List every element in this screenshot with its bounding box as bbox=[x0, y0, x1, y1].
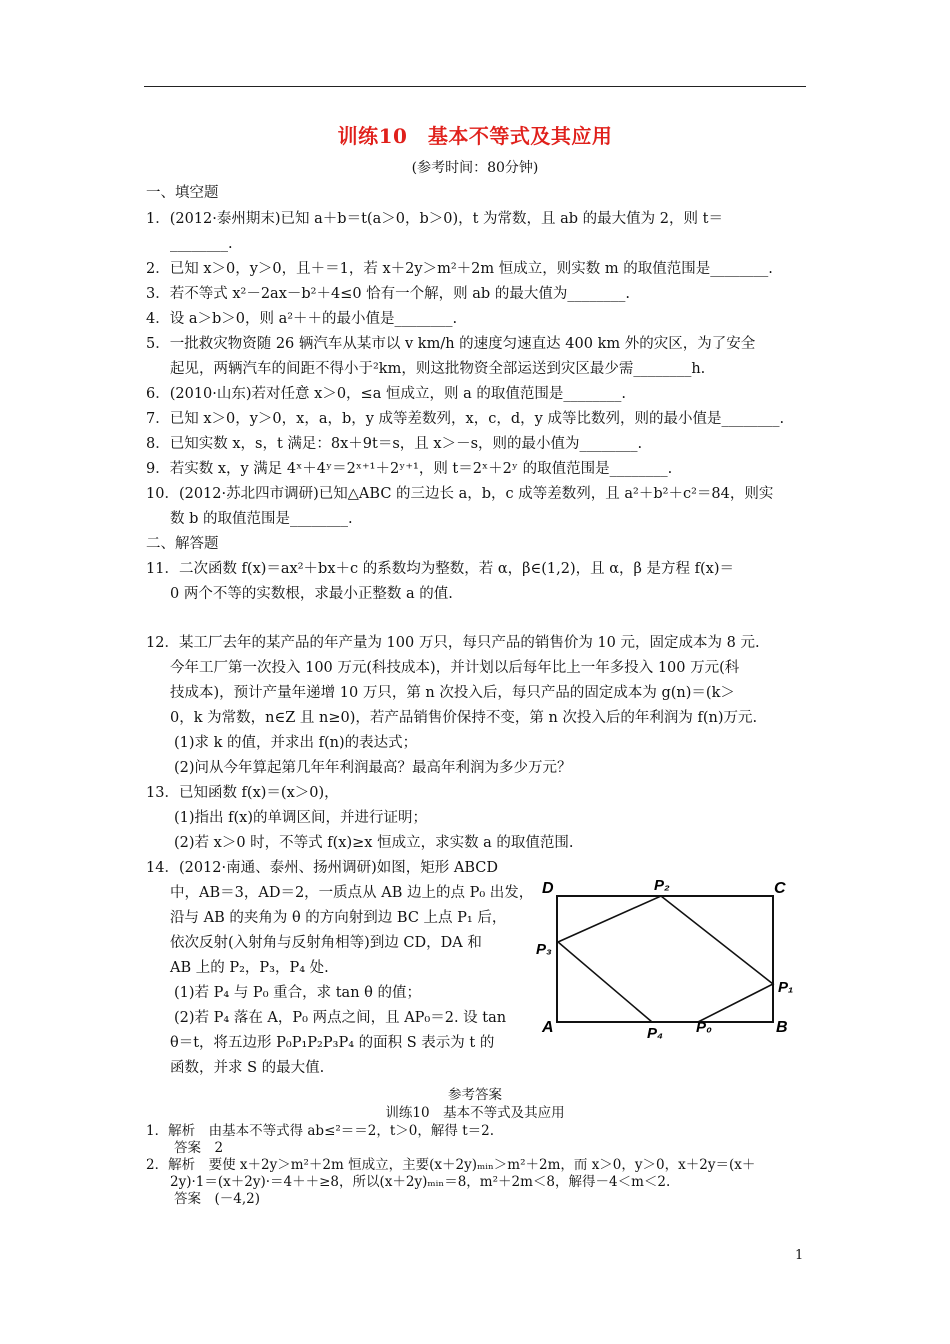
problem-9: 9．若实数 x，y 满足 4ˣ＋4ʸ＝2ˣ⁺¹＋2ʸ⁺¹，则 t＝2ˣ＋2ʸ 的取值范围是________. bbox=[146, 461, 673, 477]
problem-3: 3．若不等式 x²－2ax－b²＋4≤0 恰有一个解，则 ab 的最大值为________. bbox=[146, 286, 630, 302]
label-C: C bbox=[774, 880, 786, 897]
section-fill-blank: 一、填空题 bbox=[146, 185, 219, 201]
problem-14-part-2-cont: θ＝t，将五边形 P₀P₁P₂P₃P₄ 的面积 S 表示为 t 的 bbox=[170, 1035, 495, 1051]
problem-4: 4．设 a＞b＞0，则 a²＋＋的最小值是________. bbox=[146, 311, 458, 327]
problem-5: 5．一批救灾物资随 26 辆汽车从某市以 v km/h 的速度匀速直达 400 km 外的灾区，为了安全 bbox=[146, 336, 756, 352]
answer-2-analysis: 2．解析 要使 x＋2y＞m²＋2m 恒成立，主要(x＋2y)ₘᵢₙ＞m²＋2m，而 x＞0，y＞0，x＋2y＝(x＋ bbox=[146, 1157, 756, 1173]
problem-14-cont-4: AB 上的 P₂，P₃，P₄ 处. bbox=[170, 960, 329, 976]
section-solutions: 二、解答题 bbox=[146, 536, 219, 552]
problem-12: 12．某工厂去年的某产品的年产量为 100 万只，每只产品的销售价为 10 元，固定成本为 8 元. bbox=[146, 635, 760, 651]
problem-13: 13．已知函数 f(x)＝(x＞0)， bbox=[146, 785, 339, 801]
label-P4: P₄ bbox=[647, 1025, 664, 1042]
answer-2-result: 答案 (－4,2) bbox=[174, 1191, 261, 1207]
answer-2-analysis-cont: 2y)·1＝(x＋2y)·＝4＋＋≥8，所以(x＋2y)ₘᵢₙ＝8，m²＋2m＜8，解得－4＜m＜2. bbox=[170, 1174, 671, 1190]
problem-10-cont: 数 b 的取值范围是________. bbox=[170, 511, 353, 527]
problem-5-cont: 起见，两辆汽车的间距不得小于²km，则这批物资全部运送到灾区最少需________h. bbox=[170, 361, 706, 377]
problem-8: 8．已知实数 x，s，t 满足：8x＋9t＝s，且 x＞－s，则的最小值为________. bbox=[146, 436, 643, 452]
problem-12-part-1: (1)求 k 的值，并求出 f(n)的表达式； bbox=[174, 735, 418, 751]
problem-12-cont-3: 0，k 为常数，n∈Z 且 n≥0)，若产品销售价保持不变，第 n 次投入后的年利润为 f(n)万元. bbox=[170, 710, 758, 726]
answer-1-result: 答案 2 bbox=[174, 1140, 224, 1156]
problem-2: 2．已知 x＞0，y＞0，且＋＝1，若 x＋2y＞m²＋2m 恒成立，则实数 m 的取值范围是________. bbox=[146, 261, 773, 277]
label-D: D bbox=[542, 880, 554, 897]
problem-12-cont-2: 技成本)，预计产量年递增 10 万只，第 n 次投入后，每只产品的固定成本为 g(n)＝(k＞ bbox=[170, 685, 735, 701]
label-B: B bbox=[776, 1019, 788, 1036]
page-subtitle: (参考时间：80分钟) bbox=[411, 160, 539, 176]
page-title: 训练10 基本不等式及其应用 bbox=[337, 124, 613, 148]
problem-13-part-1: (1)指出 f(x)的单调区间，并进行证明； bbox=[174, 810, 428, 826]
problem-14: 14．(2012·南通、泰州、扬州调研)如图，矩形 ABCD bbox=[146, 860, 498, 876]
answers-heading: 参考答案 bbox=[448, 1087, 502, 1103]
top-rule bbox=[144, 86, 806, 87]
page-number: 1 bbox=[795, 1248, 804, 1263]
problem-1: 1．(2012·泰州期末)已知 a＋b＝t(a＞0，b＞0)，t 为常数，且 ab 的最大值为 2，则 t＝ bbox=[146, 211, 723, 227]
problem-14-part-2: (2)若 P₄ 落在 A，P₀ 两点之间，且 AP₀＝2. 设 tan bbox=[174, 1010, 507, 1026]
light-path bbox=[558, 896, 773, 1022]
answers-subheading: 训练10 基本不等式及其应用 bbox=[385, 1105, 565, 1121]
label-P3: P₃ bbox=[536, 941, 552, 958]
problem-14-part-1: (1)若 P₄ 与 P₀ 重合，求 tan θ 的值； bbox=[174, 985, 421, 1001]
problem-14-cont-3: 依次反射(入射角与反射角相等)到边 CD，DA 和 bbox=[170, 935, 482, 951]
problem-11-cont: 0 两个不等的实数根，求最小正整数 a 的值. bbox=[170, 586, 453, 602]
problem-13-part-2: (2)若 x＞0 时，不等式 f(x)≥x 恒成立，求实数 a 的取值范围. bbox=[174, 835, 574, 851]
problem-6: 6．(2010·山东)若对任意 x＞0，≤a 恒成立，则 a 的取值范围是________. bbox=[146, 386, 626, 402]
label-P1: P₁ bbox=[778, 979, 794, 996]
label-P0: P₀ bbox=[696, 1019, 712, 1036]
problem-14-cont-2: 沿与 AB 的夹角为 θ 的方向射到边 BC 上点 P₁ 后， bbox=[170, 910, 507, 926]
problem-12-cont-1: 今年工厂第一次投入 100 万元(科技成本)，并计划以后每年比上一年多投入 100 万元(科 bbox=[170, 660, 740, 676]
problem-7: 7．已知 x＞0，y＞0，x，a，b，y 成等差数列，x，c，d，y 成等比数列，则的最小值是________. bbox=[146, 411, 785, 427]
problem-12-part-2: (2)问从今年算起第几年年利润最高？最高年利润为多少万元？ bbox=[174, 760, 572, 776]
problem-1-blank: ________. bbox=[170, 236, 233, 252]
problem-10: 10．(2012·苏北四市调研)已知△ABC 的三边长 a，b，c 成等差数列，且 a²＋b²＋c²＝84，则实 bbox=[146, 486, 774, 502]
problem-11: 11．二次函数 f(x)＝ax²＋bx＋c 的系数均为整数，若 α，β∈(1,2)，且 α，β 是方程 f(x)＝ bbox=[146, 561, 734, 577]
label-A: A bbox=[542, 1019, 554, 1036]
rectangle-reflection-figure bbox=[530, 872, 800, 1047]
answer-1-analysis: 1．解析 由基本不等式得 ab≤²＝＝2，t＞0，解得 t＝2. bbox=[146, 1123, 494, 1139]
problem-14-cont-1: 中，AB＝3，AD＝2，一质点从 AB 边上的点 P₀ 出发， bbox=[170, 885, 534, 901]
label-P2: P₂ bbox=[654, 877, 670, 894]
problem-14-part-2-cont-2: 函数，并求 S 的最大值. bbox=[170, 1060, 325, 1076]
